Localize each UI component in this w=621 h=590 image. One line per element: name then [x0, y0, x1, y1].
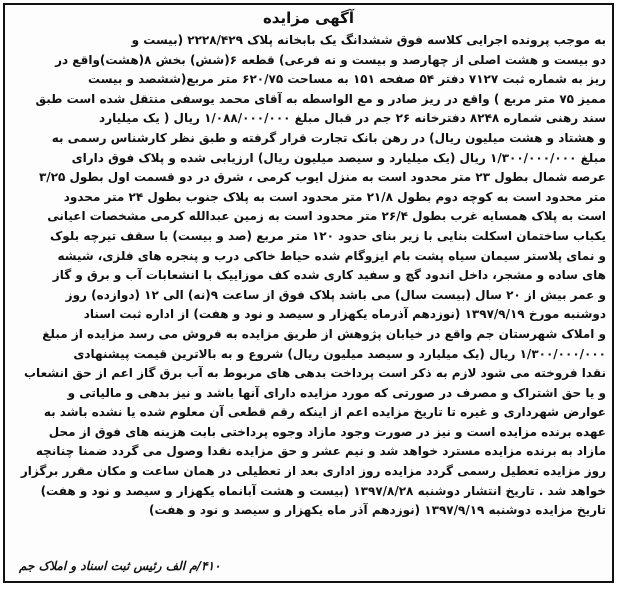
notice-line: و املاک شهرستان جم واقع در خیابان پژوهش از طریق مزایده به فروش می رسد مزایده از مبلغ: [42, 326, 606, 341]
notice-line: و عمر بیش از ۲۰ سال (بیست سال) می باشد پلاک فوق از ساعت ۹(نه) الی ۱۲ (دوازده) روز: [65, 287, 606, 302]
notice-frame: [3, 3, 614, 583]
notice-line: عهده برنده مزایده است و نیز در صورت وجود مازاد وجوه پرداختی بابت هزینه های فوق از محل: [48, 424, 606, 439]
notice-line: ۱/۳۰۰/۰۰۰/۰۰۰ ریال (یک میلیارد و سیصد میلیون ریال) شروع و به بالاترین قیمت پیشنهادی: [73, 346, 606, 361]
notice-line: و یا حق اشتراک و مصرف در صورتی که مورد مزایده دارای آنها باشد و نیز بدهی و مالیاتی و: [67, 385, 606, 400]
notice-line: عوارض شهرداری و غیره تا تاریخ مزایده اعم از اینکه رقم قطعی آن معلوم شده یا نشده باشد به: [43, 405, 606, 420]
notice-title: آگهی مزایده: [262, 9, 355, 27]
notice-line: های ساده و مشجر، داخل اندود گچ و سفید کاری شده کف موزاییک با انشعابات آب و برق و گاز: [52, 268, 606, 283]
notice-line: مبلغ ۱/۳۰۰/۰۰۰/۰۰۰ ریال (یک میلیارد و سیصد میلیون ریال) ارزیابی شده و پلاک فوق دارای: [71, 150, 606, 165]
notice-line: به موجب پرونده اجرایی کلاسه فوق ششدانگ یک بابخانه پلاک ۲۲۲۸/۴۲۹ (بیست و: [131, 33, 606, 47]
notice-line: و هشتاد و هشت میلیون ریال) در رهن بانک تجارت قرار گرفته و طبق نظر کارشناس رسمی به: [51, 130, 606, 145]
notice-line: مازاد به برنده مزایده مسترد خواهد شد و نیم عشر و حق مزایده نقدا وصول می گردد ضمنا چنانچه: [35, 444, 606, 459]
notice-line: متر محدود است به کوچه دوم بطول ۲۱/۸ متر محدود است به پلاک جنوب بطول ۲۴ متر محدود: [63, 189, 606, 204]
notice-line: است به پلاک همسایه غرب بطول ۲۶/۴ متر محدود است به زمین عبدالله کرمی مشخصات اعیانی: [47, 209, 606, 224]
notice-line: روز مزایده تعطیل رسمی گردد مزایده روز اداری بعد از تعطیلی در همان ساعت و مکان مقرر برگزار: [20, 464, 606, 479]
notice-line: و نمای پلاستر سیمان سیاه پشت بام ایزوگام شده حیاط خاکی درب و پنجره های فلزی، شیشه: [57, 248, 606, 263]
notice-line: ممیز ۷۵ متر مربع ) واقع در ریز صادر و مع الواسطه به آقای محمد یوسفی منتقل شده است طبق: [35, 91, 606, 106]
notice-line: ریز به شماره ثبت ۷۱۲۷ دفتر ۵۴ صفحه ۱۵۱ به مساحت ۶۲۰/۷۵ متر مربع(ششصد و بیست: [88, 72, 606, 87]
notice-line: دو بیست و هشت اصلی از چهارصد و بیست و نه فرعی) قطعه ۶(شش) بخش ۸(هشت)واقع در: [55, 52, 606, 67]
notice-line: خواهد شد . تاریخ انتشار دوشنبه ۱۳۹۷/۸/۲۸ (بیست و هشت آبانماه یکهزار و سیصد و نود و هفت): [40, 483, 606, 498]
notice-line: دوشنبه مورخ ۱۳۹۷/۹/۱۹ (نوزدهم آذرماه یکهزار و سیصد و نود و هفت) از اداره ثبت اسناد: [83, 307, 606, 322]
notice-line: یکباب ساختمان اسکلت بنایی با زیر بنای حدود ۱۲۰ متر مربع (صد و بیست) با سقف تیرچه بلوک: [49, 228, 606, 243]
notice-body: [11, 31, 606, 521]
notice-line: تاریخ مزایده دوشنبه ۱۳۹۷/۹/۱۹ (نوزدهم آذر ماه یکهزار و سیصد و نود و هفت): [148, 503, 606, 518]
notice-signature: ۴۱۰/م الف رئیس ثبت اسناد و املاک جم: [19, 559, 221, 573]
notice-line: عرصه شمال بطول ۲۳ متر محدود است به منزل ایوب کرمی ، شرق در دو قسمت اول بطول ۳/۲۵: [38, 170, 606, 185]
notice-line: سند رهنی شماره ۸۲۴۸ دفترخانه ۲۶ جم در قبال مبلغ ۱/۰۸۸/۰۰۰/۰۰۰ ریال ( یک میلیارد: [99, 111, 606, 126]
notice-line: نقدا فروخته می شود لازم به ذکر است پرداخت بدهی های مربوط به آب برق گاز اعم از حق انشعاب: [24, 366, 606, 381]
